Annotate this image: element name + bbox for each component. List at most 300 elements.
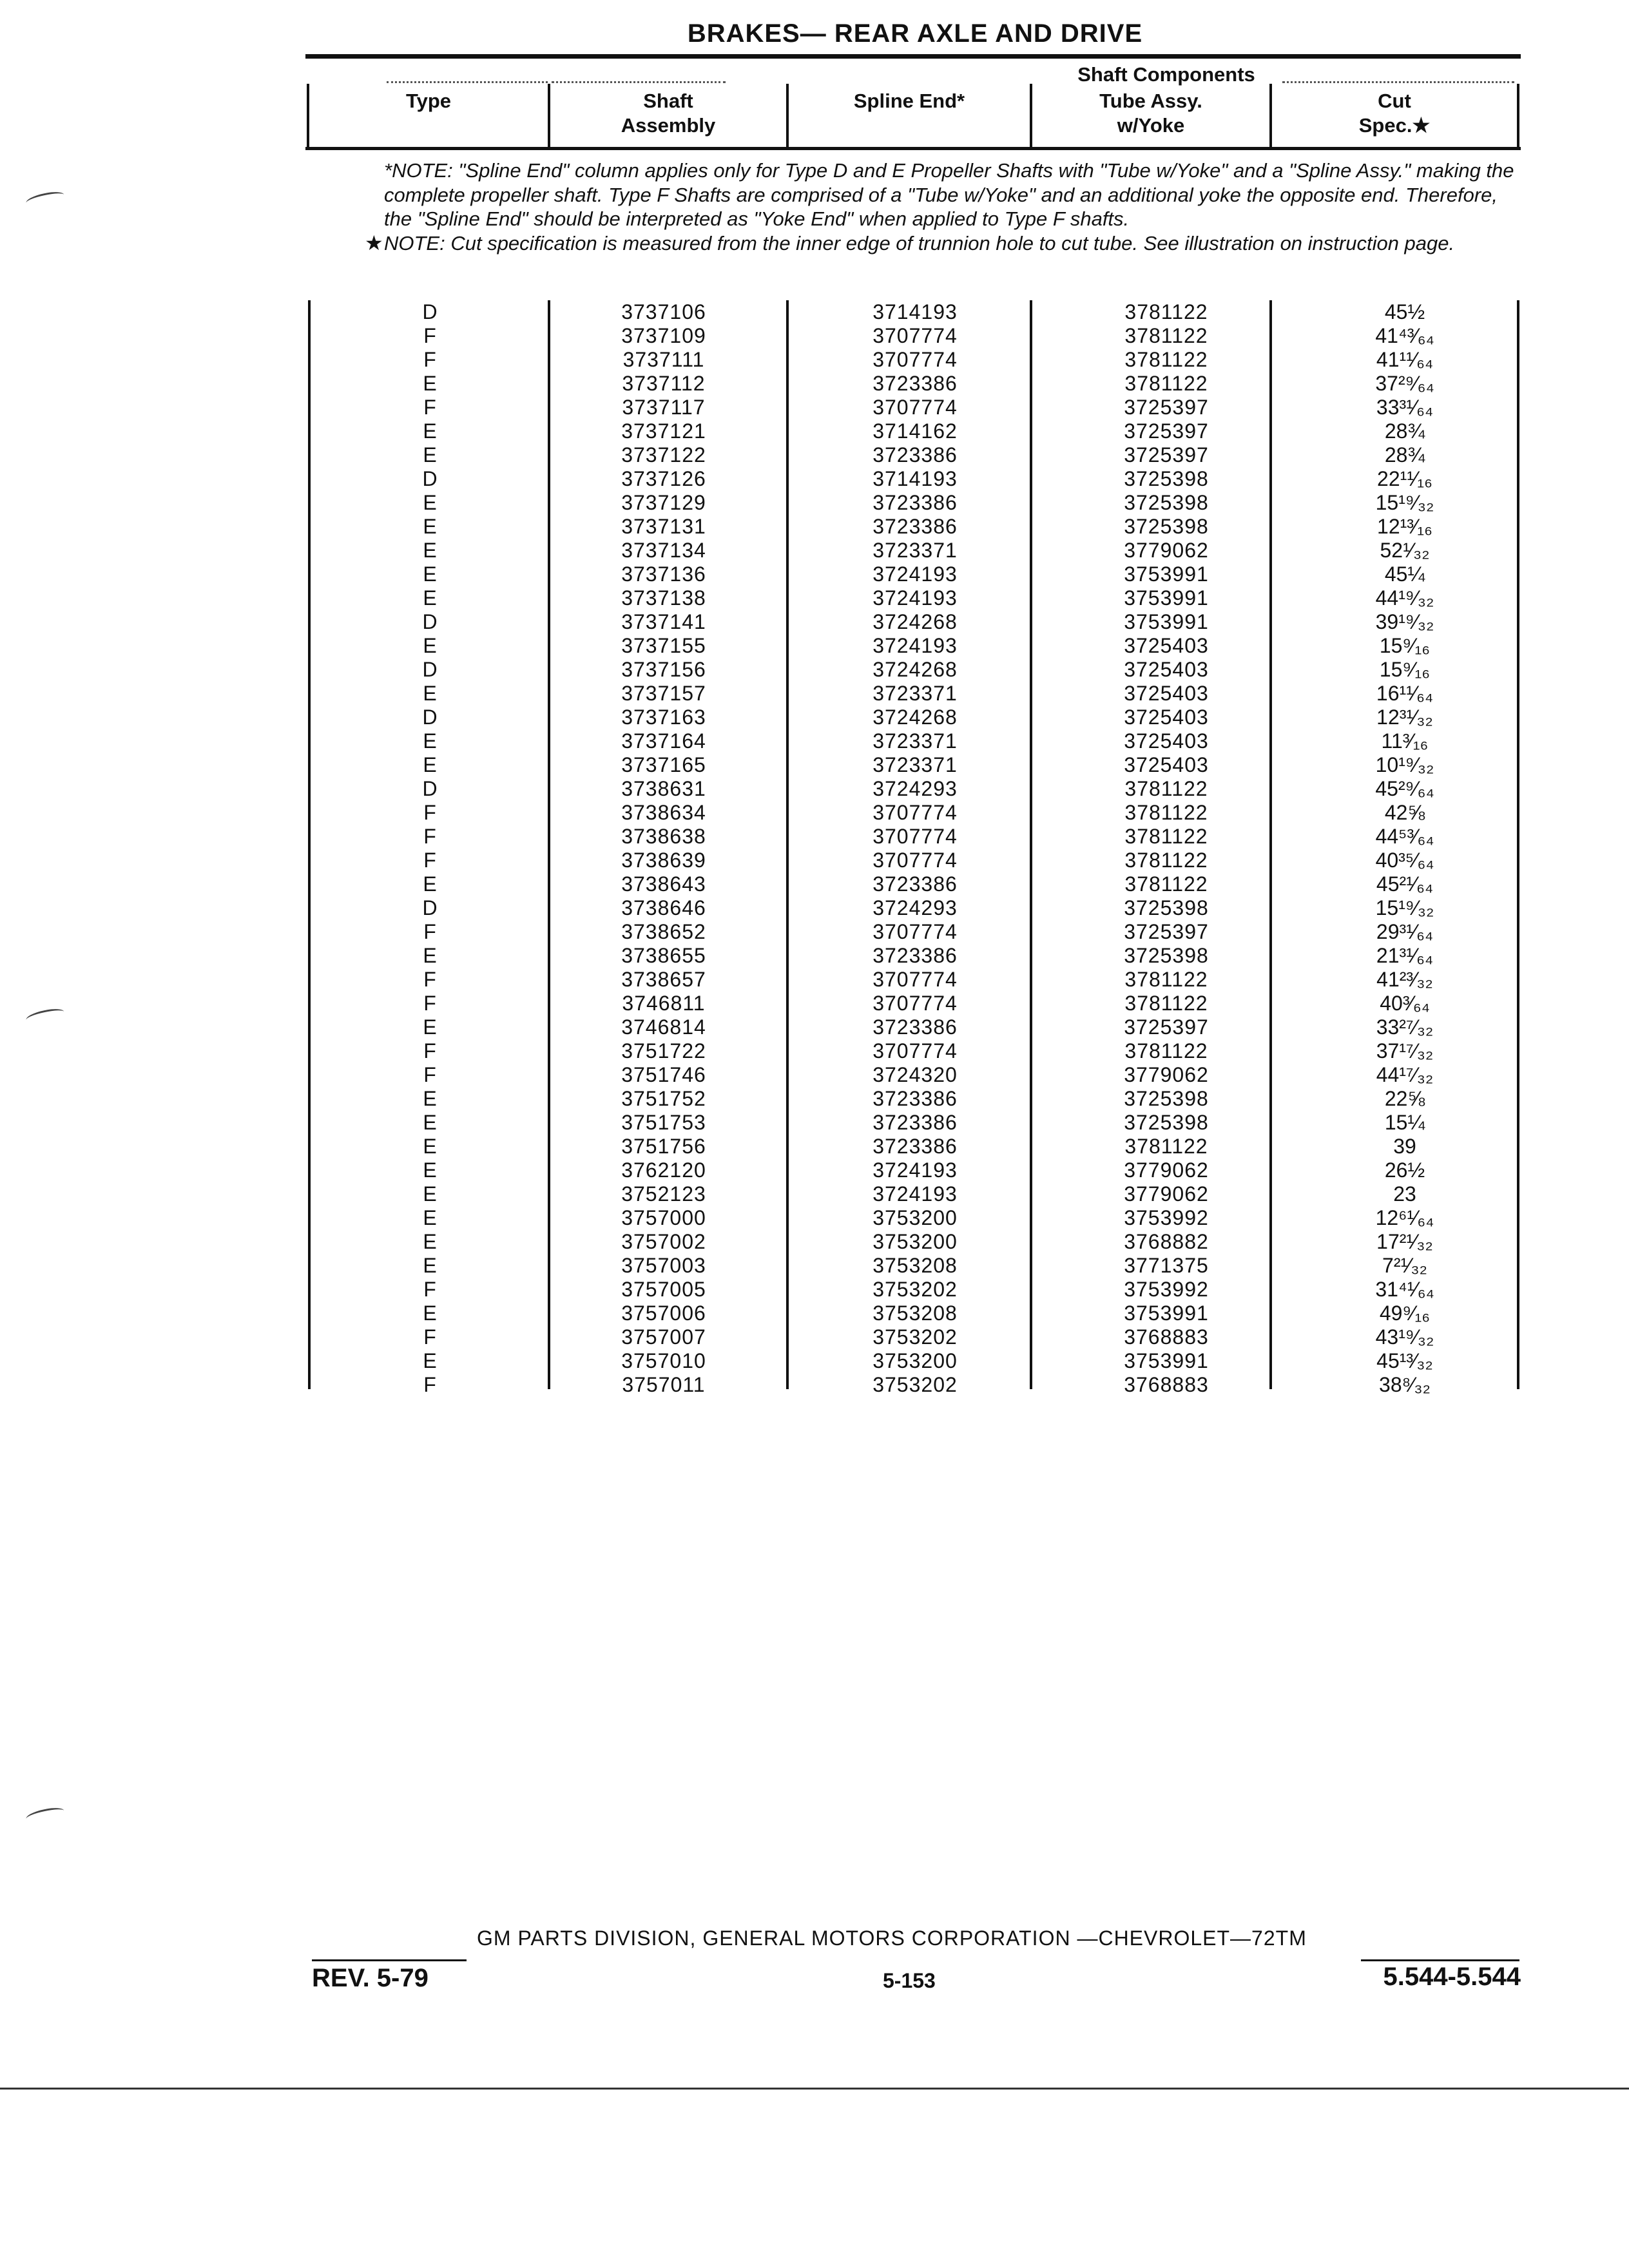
- cut-spec-cell: 15¼: [1384, 1111, 1425, 1134]
- spline-end-cell: 3753200: [872, 1230, 958, 1253]
- table-row: [0, 562, 1629, 586]
- table-row: [0, 872, 1629, 896]
- type-cell: F: [423, 348, 436, 371]
- shaft-assembly-cell: 3737138: [621, 586, 706, 610]
- table-row: [0, 1087, 1629, 1111]
- tube-assy-cell: 3753992: [1124, 1206, 1209, 1229]
- shaft-assembly-cell: 3738631: [621, 777, 706, 800]
- table-row: [0, 896, 1629, 920]
- footer-division-text: GM PARTS DIVISION, GENERAL MOTORS CORPORATION —CHEVROLET—72TM: [477, 1927, 1307, 1950]
- shaft-assembly-cell: 3738634: [621, 801, 706, 824]
- header-cut-line1: Cut: [1378, 90, 1411, 112]
- type-cell: E: [423, 944, 437, 967]
- spline-end-cell: 3707774: [872, 849, 958, 872]
- type-cell: E: [423, 1349, 437, 1372]
- tube-assy-cell: 3781122: [1124, 324, 1208, 347]
- shaft-assembly-cell: 3737106: [621, 300, 706, 323]
- spline-end-cell: 3724193: [872, 1158, 958, 1182]
- tube-assy-cell: 3768883: [1124, 1373, 1209, 1396]
- shaft-assembly-cell: 3737156: [621, 658, 706, 681]
- table-row: [0, 1230, 1629, 1254]
- cut-spec-cell: 45²¹⁄₆₄: [1376, 872, 1434, 896]
- spline-end-cell: 3753202: [872, 1325, 958, 1349]
- table-row: [0, 1373, 1629, 1397]
- spline-end-cell: 3723386: [872, 1015, 958, 1039]
- tube-assy-cell: 3779062: [1124, 1063, 1209, 1086]
- shaft-assembly-cell: 3737111: [622, 348, 705, 371]
- header-shaft-line2: Assembly: [621, 114, 716, 137]
- type-cell: E: [423, 872, 437, 896]
- cut-spec-cell: 52¹⁄₃₂: [1380, 539, 1430, 562]
- shaft-assembly-cell: 3751756: [621, 1135, 706, 1158]
- header-spline-label: Spline End*: [853, 90, 965, 112]
- tube-assy-cell: 3753991: [1124, 610, 1209, 633]
- tube-assy-cell: 3725398: [1124, 467, 1209, 490]
- spline-end-cell: 3707774: [872, 324, 958, 347]
- type-cell: E: [423, 1158, 437, 1182]
- type-cell: F: [423, 992, 436, 1015]
- spline-end-cell: 3753208: [872, 1302, 958, 1325]
- header-cut-line2: Spec.★: [1358, 114, 1431, 137]
- type-cell: E: [423, 1302, 437, 1325]
- type-cell: F: [423, 825, 436, 848]
- cut-spec-cell: 22⅝: [1384, 1087, 1425, 1110]
- tube-assy-cell: 3753991: [1124, 586, 1209, 610]
- header-border-right: [1517, 84, 1519, 149]
- table-row: [0, 1015, 1629, 1039]
- spline-end-cell: 3723386: [872, 491, 958, 514]
- tube-assy-cell: 3725398: [1124, 1111, 1209, 1134]
- spline-end-cell: 3707774: [872, 1039, 958, 1062]
- cut-spec-cell: 49⁹⁄₁₆: [1379, 1302, 1431, 1325]
- shaft-assembly-cell: 3738652: [621, 920, 706, 943]
- cut-spec-cell: 12³¹⁄₃₂: [1376, 706, 1433, 729]
- cut-spec-cell: 11³⁄₁₆: [1381, 729, 1429, 753]
- spline-end-cell: 3724268: [872, 610, 958, 633]
- type-cell: D: [422, 658, 438, 681]
- table-row: [0, 1039, 1629, 1063]
- cut-spec-cell: 12⁶¹⁄₆₄: [1375, 1206, 1434, 1229]
- spline-end-cell: 3707774: [872, 801, 958, 824]
- table-row: [0, 372, 1629, 396]
- type-cell: E: [423, 1254, 437, 1277]
- shaft-assembly-cell: 3751722: [621, 1039, 706, 1062]
- cut-spec-cell: 45½: [1384, 300, 1425, 323]
- table-row: [0, 586, 1629, 610]
- tube-assy-cell: 3753991: [1124, 1349, 1209, 1372]
- type-cell: E: [423, 682, 437, 705]
- header-shaft-assembly: [550, 89, 786, 138]
- footer-rule-right: [1361, 1959, 1519, 1961]
- table-row: [0, 1111, 1629, 1135]
- type-cell: E: [423, 1087, 437, 1110]
- tube-assy-cell: 3725397: [1124, 920, 1209, 943]
- table-row: [0, 1206, 1629, 1230]
- header-type: [309, 89, 548, 113]
- tube-assy-cell: 3781122: [1124, 300, 1208, 323]
- shaft-assembly-cell: 3738646: [621, 896, 706, 919]
- type-cell: D: [422, 777, 438, 800]
- tube-assy-cell: 3753991: [1124, 562, 1209, 586]
- table-row: [0, 825, 1629, 849]
- table-row: [0, 992, 1629, 1015]
- shaft-assembly-cell: 3751746: [621, 1063, 706, 1086]
- cut-spec-cell: 33²⁷⁄₃₂: [1376, 1015, 1434, 1039]
- header-dotted-leader-center: [552, 81, 726, 83]
- shaft-assembly-cell: 3737136: [621, 562, 706, 586]
- shaft-assembly-cell: 3737121: [621, 419, 706, 443]
- spline-end-cell: 3707774: [872, 396, 958, 419]
- cut-spec-cell: 43¹⁹⁄₃₂: [1375, 1325, 1434, 1349]
- tube-assy-cell: 3781122: [1124, 849, 1208, 872]
- table-row: [0, 348, 1629, 372]
- shaft-assembly-cell: 3751753: [621, 1111, 706, 1134]
- shaft-assembly-cell: 3757006: [621, 1302, 706, 1325]
- spline-end-cell: 3707774: [872, 968, 958, 991]
- type-cell: E: [423, 1182, 437, 1206]
- header-dotted-leader-right: [1282, 81, 1514, 83]
- shaft-assembly-cell: 3737134: [621, 539, 706, 562]
- spline-end-cell: 3724268: [872, 658, 958, 681]
- cut-spec-cell: 12¹³⁄₁₆: [1377, 515, 1432, 538]
- table-row: [0, 658, 1629, 682]
- table-row: [0, 944, 1629, 968]
- cut-spec-cell: 45¹³⁄₃₂: [1376, 1349, 1433, 1372]
- spline-end-note: *NOTE: "Spline End" column applies only for Type D and E Propeller Shafts with "Tube w/Yoke" and a "Spline Assy." making the complete propeller shaft. Type F Shafts are comprised of a "Tube w/Yoke" and an additional yoke the opposite end. Therefore, the "Spline End" should be interpreted as "Yoke End" when applied to Type F shafts.: [384, 159, 1514, 230]
- shaft-assembly-cell: 3738655: [621, 944, 706, 967]
- page-title: BRAKES— REAR AXLE AND DRIVE: [687, 19, 1143, 48]
- page-number: 5-153: [883, 1969, 936, 1992]
- table-row: [0, 491, 1629, 515]
- cut-spec-cell: 15¹⁹⁄₃₂: [1375, 491, 1434, 514]
- shaft-assembly-cell: 3737117: [622, 396, 706, 419]
- type-cell: F: [423, 1373, 436, 1396]
- cut-spec-cell: 45¼: [1384, 562, 1425, 586]
- cut-spec-cell: 37¹⁷⁄₃₂: [1376, 1039, 1434, 1062]
- tube-assy-cell: 3781122: [1124, 1039, 1208, 1062]
- table-row: [0, 849, 1629, 872]
- type-cell: E: [423, 1206, 437, 1229]
- tube-assy-cell: 3781122: [1124, 825, 1208, 848]
- tube-assy-cell: 3781122: [1124, 1135, 1208, 1158]
- type-cell: E: [423, 372, 437, 395]
- type-cell: E: [423, 562, 437, 586]
- cut-spec-note: [365, 231, 1525, 256]
- spline-end-cell: 3723386: [872, 1111, 958, 1134]
- spline-end-cell: 3723371: [872, 682, 958, 705]
- table-row: [0, 1325, 1629, 1349]
- cut-spec-cell: 41⁴³⁄₆₄: [1375, 324, 1434, 347]
- table-row: [0, 968, 1629, 992]
- tube-assy-cell: 3753992: [1124, 1278, 1209, 1301]
- spline-end-cell: 3724193: [872, 1182, 958, 1206]
- tube-assy-cell: 3781122: [1124, 968, 1208, 991]
- spline-end-cell: 3723386: [872, 1135, 958, 1158]
- table-row: [0, 1158, 1629, 1182]
- cut-spec-note-text: NOTE: Cut specification is measured from the inner edge of trunnion hole to cut tube. See illustration on instruction page.: [384, 231, 1455, 255]
- type-cell: F: [423, 1063, 436, 1086]
- spline-end-cell: 3753200: [872, 1349, 958, 1372]
- shaft-assembly-cell: 3757003: [621, 1254, 706, 1277]
- table-row: [0, 1063, 1629, 1087]
- tube-assy-cell: 3725397: [1124, 419, 1209, 443]
- header-tube-line1: Tube Assy.: [1099, 90, 1202, 112]
- shaft-assembly-cell: 3752123: [621, 1182, 706, 1206]
- cut-spec-cell: 38⁸⁄₃₂: [1379, 1373, 1431, 1396]
- spline-end-cell: 3724320: [872, 1063, 958, 1086]
- tube-assy-cell: 3771375: [1124, 1254, 1209, 1277]
- shaft-assembly-cell: 3746811: [622, 992, 706, 1015]
- type-cell: E: [423, 539, 437, 562]
- type-cell: E: [423, 491, 437, 514]
- cut-spec-cell: 31⁴¹⁄₆₄: [1375, 1278, 1434, 1301]
- header-shaft-line1: Shaft: [643, 90, 693, 112]
- table-row: [0, 610, 1629, 634]
- tube-assy-cell: 3781122: [1124, 872, 1208, 896]
- spline-end-cell: 3724268: [872, 706, 958, 729]
- spline-end-cell: 3753208: [872, 1254, 958, 1277]
- table-row: [0, 1302, 1629, 1325]
- shaft-assembly-cell: 3737141: [621, 610, 706, 633]
- shaft-assembly-cell: 3737157: [621, 682, 706, 705]
- spline-end-cell: 3714193: [872, 467, 958, 490]
- shaft-assembly-cell: 3737163: [621, 706, 706, 729]
- type-cell: D: [422, 610, 438, 633]
- type-cell: F: [423, 849, 436, 872]
- table-row: [0, 1349, 1629, 1373]
- cut-spec-cell: 44¹⁹⁄₃₂: [1375, 586, 1434, 610]
- shaft-assembly-cell: 3737164: [621, 729, 706, 753]
- table-row: [0, 467, 1629, 491]
- shaft-assembly-cell: 3738657: [621, 968, 706, 991]
- type-cell: D: [422, 706, 438, 729]
- cut-spec-cell: 40³⁄₆₄: [1380, 992, 1430, 1015]
- spline-end-cell: 3707774: [872, 825, 958, 848]
- type-cell: F: [423, 920, 436, 943]
- shaft-assembly-cell: 3737129: [621, 491, 706, 514]
- shaft-assembly-cell: 3757005: [621, 1278, 706, 1301]
- type-cell: D: [422, 896, 438, 919]
- tube-assy-cell: 3779062: [1124, 539, 1209, 562]
- tube-assy-cell: 3725398: [1124, 1087, 1209, 1110]
- tube-assy-cell: 3725397: [1124, 1015, 1209, 1039]
- table-row: [0, 539, 1629, 562]
- tube-assy-cell: 3725403: [1124, 753, 1209, 776]
- type-cell: D: [422, 467, 438, 490]
- cut-spec-cell: 44⁵³⁄₆₄: [1375, 825, 1434, 848]
- tube-assy-cell: 3725398: [1124, 515, 1209, 538]
- table-row: [0, 706, 1629, 729]
- type-cell: E: [423, 753, 437, 776]
- shaft-assembly-cell: 3757007: [621, 1325, 706, 1349]
- table-row: [0, 1278, 1629, 1302]
- spline-end-cell: 3723386: [872, 372, 958, 395]
- type-cell: F: [423, 396, 436, 419]
- cut-spec-cell: 17²¹⁄₃₂: [1376, 1230, 1433, 1253]
- tube-assy-cell: 3725397: [1124, 396, 1209, 419]
- spline-end-cell: 3714162: [872, 419, 958, 443]
- cut-spec-cell: 22¹¹⁄₁₆: [1377, 467, 1432, 490]
- tube-assy-cell: 3781122: [1124, 992, 1208, 1015]
- shaft-assembly-cell: 3737155: [621, 634, 706, 657]
- cut-spec-cell: 41²³⁄₃₂: [1376, 968, 1433, 991]
- type-cell: E: [423, 419, 437, 443]
- spline-end-cell: 3707774: [872, 920, 958, 943]
- table-row: [0, 396, 1629, 419]
- type-cell: E: [423, 1111, 437, 1134]
- type-cell: F: [423, 1039, 436, 1062]
- table-row: [0, 729, 1629, 753]
- shaft-assembly-cell: 3738643: [621, 872, 706, 896]
- cut-spec-cell: 40³⁵⁄₆₄: [1375, 849, 1434, 872]
- shaft-assembly-cell: 3757010: [621, 1349, 706, 1372]
- table-row: [0, 1135, 1629, 1158]
- cut-spec-cell: 39¹⁹⁄₃₂: [1375, 610, 1434, 633]
- shaft-assembly-cell: 3757002: [621, 1230, 706, 1253]
- spline-end-cell: 3723386: [872, 515, 958, 538]
- shaft-assembly-cell: 3746814: [621, 1015, 706, 1039]
- cut-spec-cell: 21³¹⁄₆₄: [1376, 944, 1434, 967]
- cut-spec-cell: 28¾: [1384, 419, 1425, 443]
- revision-label: REV. 5-79: [312, 1964, 429, 1992]
- shaft-assembly-cell: 3757011: [622, 1373, 706, 1396]
- spline-end-cell: 3723371: [872, 539, 958, 562]
- type-cell: E: [423, 515, 437, 538]
- spline-end-cell: 3724193: [872, 562, 958, 586]
- cut-spec-cell: 10¹⁹⁄₃₂: [1375, 753, 1434, 776]
- type-cell: E: [423, 1230, 437, 1253]
- table-row: [0, 1254, 1629, 1278]
- cut-spec-cell: 15⁹⁄₁₆: [1379, 658, 1431, 681]
- spline-end-cell: 3724193: [872, 586, 958, 610]
- header-cut-spec: [1272, 89, 1517, 138]
- cut-spec-cell: 37²⁹⁄₆₄: [1375, 372, 1434, 395]
- tube-assy-cell: 3779062: [1124, 1158, 1209, 1182]
- cut-spec-cell: 42⅝: [1384, 801, 1425, 824]
- tube-assy-cell: 3725398: [1124, 896, 1209, 919]
- type-cell: E: [423, 1015, 437, 1039]
- shaft-assembly-cell: 3737109: [621, 324, 706, 347]
- tube-assy-cell: 3725403: [1124, 634, 1209, 657]
- tube-assy-cell: 3725403: [1124, 658, 1209, 681]
- spline-end-cell: 3724293: [872, 896, 958, 919]
- tube-assy-cell: 3768883: [1124, 1325, 1209, 1349]
- type-cell: F: [423, 801, 436, 824]
- table-row: [0, 419, 1629, 443]
- cut-spec-cell: 29³¹⁄₆₄: [1376, 920, 1434, 943]
- tube-assy-cell: 3725403: [1124, 729, 1209, 753]
- cut-spec-cell: 16¹¹⁄₆₄: [1376, 682, 1434, 705]
- type-cell: E: [423, 586, 437, 610]
- spline-end-cell: 3707774: [872, 992, 958, 1015]
- spline-end-cell: 3723386: [872, 872, 958, 896]
- shaft-assembly-cell: 3737131: [621, 515, 706, 538]
- cut-spec-cell: 33³¹⁄₆₄: [1376, 396, 1434, 419]
- shaft-assembly-cell: 3737165: [621, 753, 706, 776]
- spline-end-cell: 3753202: [872, 1373, 958, 1396]
- spline-end-cell: 3723386: [872, 944, 958, 967]
- spline-end-cell: 3723371: [872, 729, 958, 753]
- tube-assy-cell: 3779062: [1124, 1182, 1209, 1206]
- table-row: [0, 801, 1629, 825]
- spline-end-cell: 3724293: [872, 777, 958, 800]
- header-tube-assy: [1032, 89, 1269, 138]
- tube-assy-cell: 3781122: [1124, 348, 1208, 371]
- page-bottom-rule: [0, 2088, 1629, 2090]
- cut-spec-cell: 28¾: [1384, 443, 1425, 466]
- table-row: [0, 1182, 1629, 1206]
- type-cell: E: [423, 443, 437, 466]
- tube-assy-cell: 3753991: [1124, 1302, 1209, 1325]
- tube-assy-cell: 3781122: [1124, 801, 1208, 824]
- shaft-assembly-cell: 3751752: [621, 1087, 706, 1110]
- spline-end-cell: 3723386: [872, 1087, 958, 1110]
- tube-assy-cell: 3725403: [1124, 682, 1209, 705]
- shaft-assembly-cell: 3738638: [621, 825, 706, 848]
- table-row: [0, 443, 1629, 467]
- type-cell: E: [423, 729, 437, 753]
- header-dotted-leader-left: [387, 81, 548, 83]
- tube-assy-cell: 3725398: [1124, 491, 1209, 514]
- tube-assy-cell: 3725397: [1124, 443, 1209, 466]
- type-cell: F: [423, 1325, 436, 1349]
- cut-spec-cell: 45²⁹⁄₆₄: [1375, 777, 1434, 800]
- title-rule: [305, 54, 1521, 59]
- cut-spec-cell: 41¹¹⁄₆₄: [1376, 348, 1434, 371]
- shaft-assembly-cell: 3757000: [621, 1206, 706, 1229]
- shaft-assembly-cell: 3737126: [621, 467, 706, 490]
- spline-end-cell: 3707774: [872, 348, 958, 371]
- shaft-components-group-header: Shaft Components: [1077, 63, 1255, 86]
- star-icon: ★: [365, 231, 383, 255]
- notes-block: [365, 159, 1525, 255]
- table-row: [0, 300, 1629, 324]
- header-type-label: Type: [405, 90, 452, 112]
- spline-end-cell: 3723386: [872, 443, 958, 466]
- type-cell: E: [423, 634, 437, 657]
- cut-spec-cell: 7²¹⁄₃₂: [1382, 1254, 1427, 1277]
- spline-end-cell: 3753202: [872, 1278, 958, 1301]
- table-row: [0, 777, 1629, 801]
- table-row: [0, 324, 1629, 348]
- binder-hole-mark-top: [25, 189, 65, 208]
- tube-assy-cell: 3725398: [1124, 944, 1209, 967]
- binder-hole-mark-bottom: [25, 1805, 65, 1824]
- spline-end-cell: 3714193: [872, 300, 958, 323]
- tube-assy-cell: 3725403: [1124, 706, 1209, 729]
- spline-end-cell: 3723371: [872, 753, 958, 776]
- cut-spec-cell: 23: [1393, 1182, 1416, 1206]
- table-row: [0, 682, 1629, 706]
- cut-spec-cell: 39: [1393, 1135, 1416, 1158]
- table-row: [0, 634, 1629, 658]
- cut-spec-cell: 15¹⁹⁄₃₂: [1375, 896, 1434, 919]
- type-cell: D: [422, 300, 438, 323]
- type-cell: F: [423, 1278, 436, 1301]
- table-row: [0, 920, 1629, 944]
- type-cell: F: [423, 324, 436, 347]
- cut-spec-cell: 15⁹⁄₁₆: [1379, 634, 1431, 657]
- header-bottom-rule: [305, 147, 1521, 150]
- table-row: [0, 515, 1629, 539]
- tube-assy-cell: 3781122: [1124, 777, 1208, 800]
- tube-assy-cell: 3781122: [1124, 372, 1208, 395]
- header-tube-line2: w/Yoke: [1117, 114, 1185, 137]
- shaft-assembly-cell: 3737112: [622, 372, 706, 395]
- type-cell: F: [423, 968, 436, 991]
- type-cell: E: [423, 1135, 437, 1158]
- cut-spec-cell: 44¹⁷⁄₃₂: [1376, 1063, 1434, 1086]
